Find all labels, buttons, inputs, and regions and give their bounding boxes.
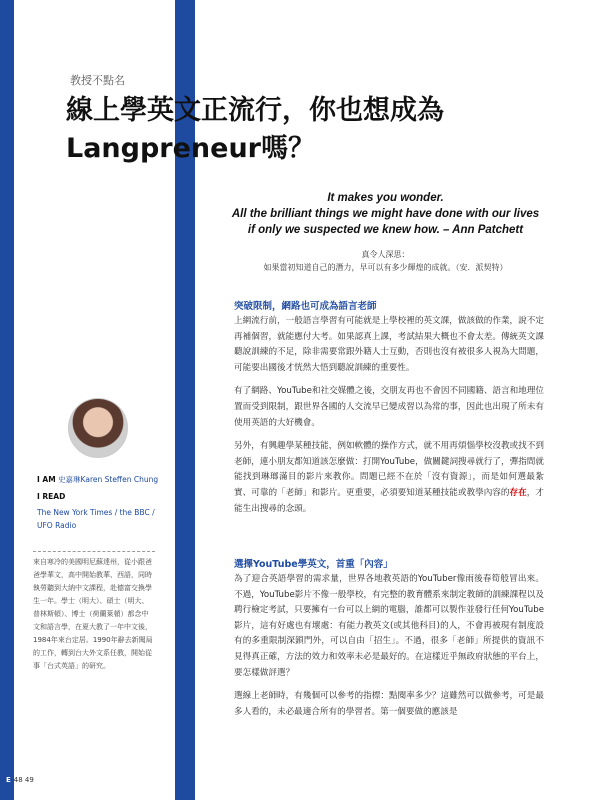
paragraph: 為了迎合英語學習的需求量，世界各地教英語的YouTuber像雨後春筍般冒出來。不過，YouTube影片不像一般學校，有完整的教育體系來制定教師的訓練課程以及聘行檢定考試，只要擁有一台可以上網的電腦，誰都可以製作並發行任何YouTube影片，這有好處也有壞處：有能力教英文(或其他科目)的人，不會再被現有制度設有的多重限制深鎖門外，可以自由「招生」。不過，很多「老師」所提供的資訊不見得真正確，方法的效力和效率未必是最好的。在這樣近乎無政府狀態的平台上，要怎樣做評選？	[234, 574, 544, 678]
i-read-list: The New York Times / the BBC / UFO Radio	[37, 508, 155, 530]
i-read-label: I READ	[37, 492, 66, 501]
paragraph: 上網流行前，一般語言學習有可能就是上學校裡的英文課，做該做的作業，說不定再補個習，就能應付大考。如果認真上課，考試結果大概也不會太差。傳統英文課聽說訓練的不足，除非需要常跟外籍人士互動，否則也沒有被很多人視為大問題，可能要出國後才恍然大悟到聽說訓練的重要性。	[234, 316, 544, 373]
left-accent-bar	[0, 0, 14, 800]
section-body-1	[234, 314, 544, 525]
paragraph: 有了網路、YouTube和社交媒體之後，交朋友再也不會因不同國籍、語言和地理位置而受到限制，跟世界各國的人交流早已變成習以為常的事，因此也出現了所未有使用英語的大好機會。	[234, 386, 544, 428]
author-bio: 來自寒冷的美國明尼蘇達州，從小跟爸爸學華文，高中開始教華、西語，同時執勞聽到大納中文課程，赴德富交換學生一年。學士（明大）、碩士（明大、普林斯頓）、博士（荷蘭萊頓）都念中文和語言學，在夏大教了一年中文後，1984年來台定居。1990年辭去新聞局的工作，轉到台大外文系任教，開始從事「台式英語」的研究。	[33, 551, 155, 673]
author-name: 史嘉琳Karen Steffen Chung	[58, 475, 159, 484]
section-heading-1: 突破限制，網路也可成為語言老師	[234, 301, 377, 312]
magazine-badge: E	[6, 776, 11, 784]
column-kicker: 教授不點名	[70, 74, 125, 87]
epigraph-english: It makes you wonder. All the brilliant things we might have done with our lives if only we suspected we knew how. – Ann Patchett	[231, 192, 540, 236]
page-number: E 48 49	[6, 776, 34, 784]
section-body-2	[234, 572, 544, 728]
section-heading-2: 選擇YouTube學英文，首重「內容」	[234, 559, 393, 570]
epigraph-chinese: 真令人深思： 如果當初知道自己的潛力，早可以有多少輝煌的成就。（安．派契特）	[263, 250, 508, 272]
author-name-line: I AM 史嘉琳Karen Steffen Chung	[37, 475, 159, 484]
author-photo	[68, 398, 128, 458]
highlight-word: 存在	[509, 487, 527, 498]
article-title: 線上學英文正流行，你也想成為 Langpreneur嗎？	[66, 95, 444, 164]
paragraph: 另外，有興趣學某種技能，例如軟體的操作方式，就不用再煩惱學校沒教或找不到老師，連小朋友都知道該怎麼做：打開YouTube，做關鍵詞搜尋就行了，彈指間就能找到琳瑯滿目的影片來教你。問題已經不在於「沒有資源」，而是如何選最紮實、可靠的「老師」和影片。更重要，必須要知道某種技能或教學內容的存在，才能生出搜尋的念頭。	[234, 441, 544, 514]
paragraph: 選線上老師時，有幾個可以參考的指標：點閱率多少？這雖然可以做參考，可是最多人看的，未必最適合所有的學習者。第一個要做的應該是	[234, 691, 544, 717]
